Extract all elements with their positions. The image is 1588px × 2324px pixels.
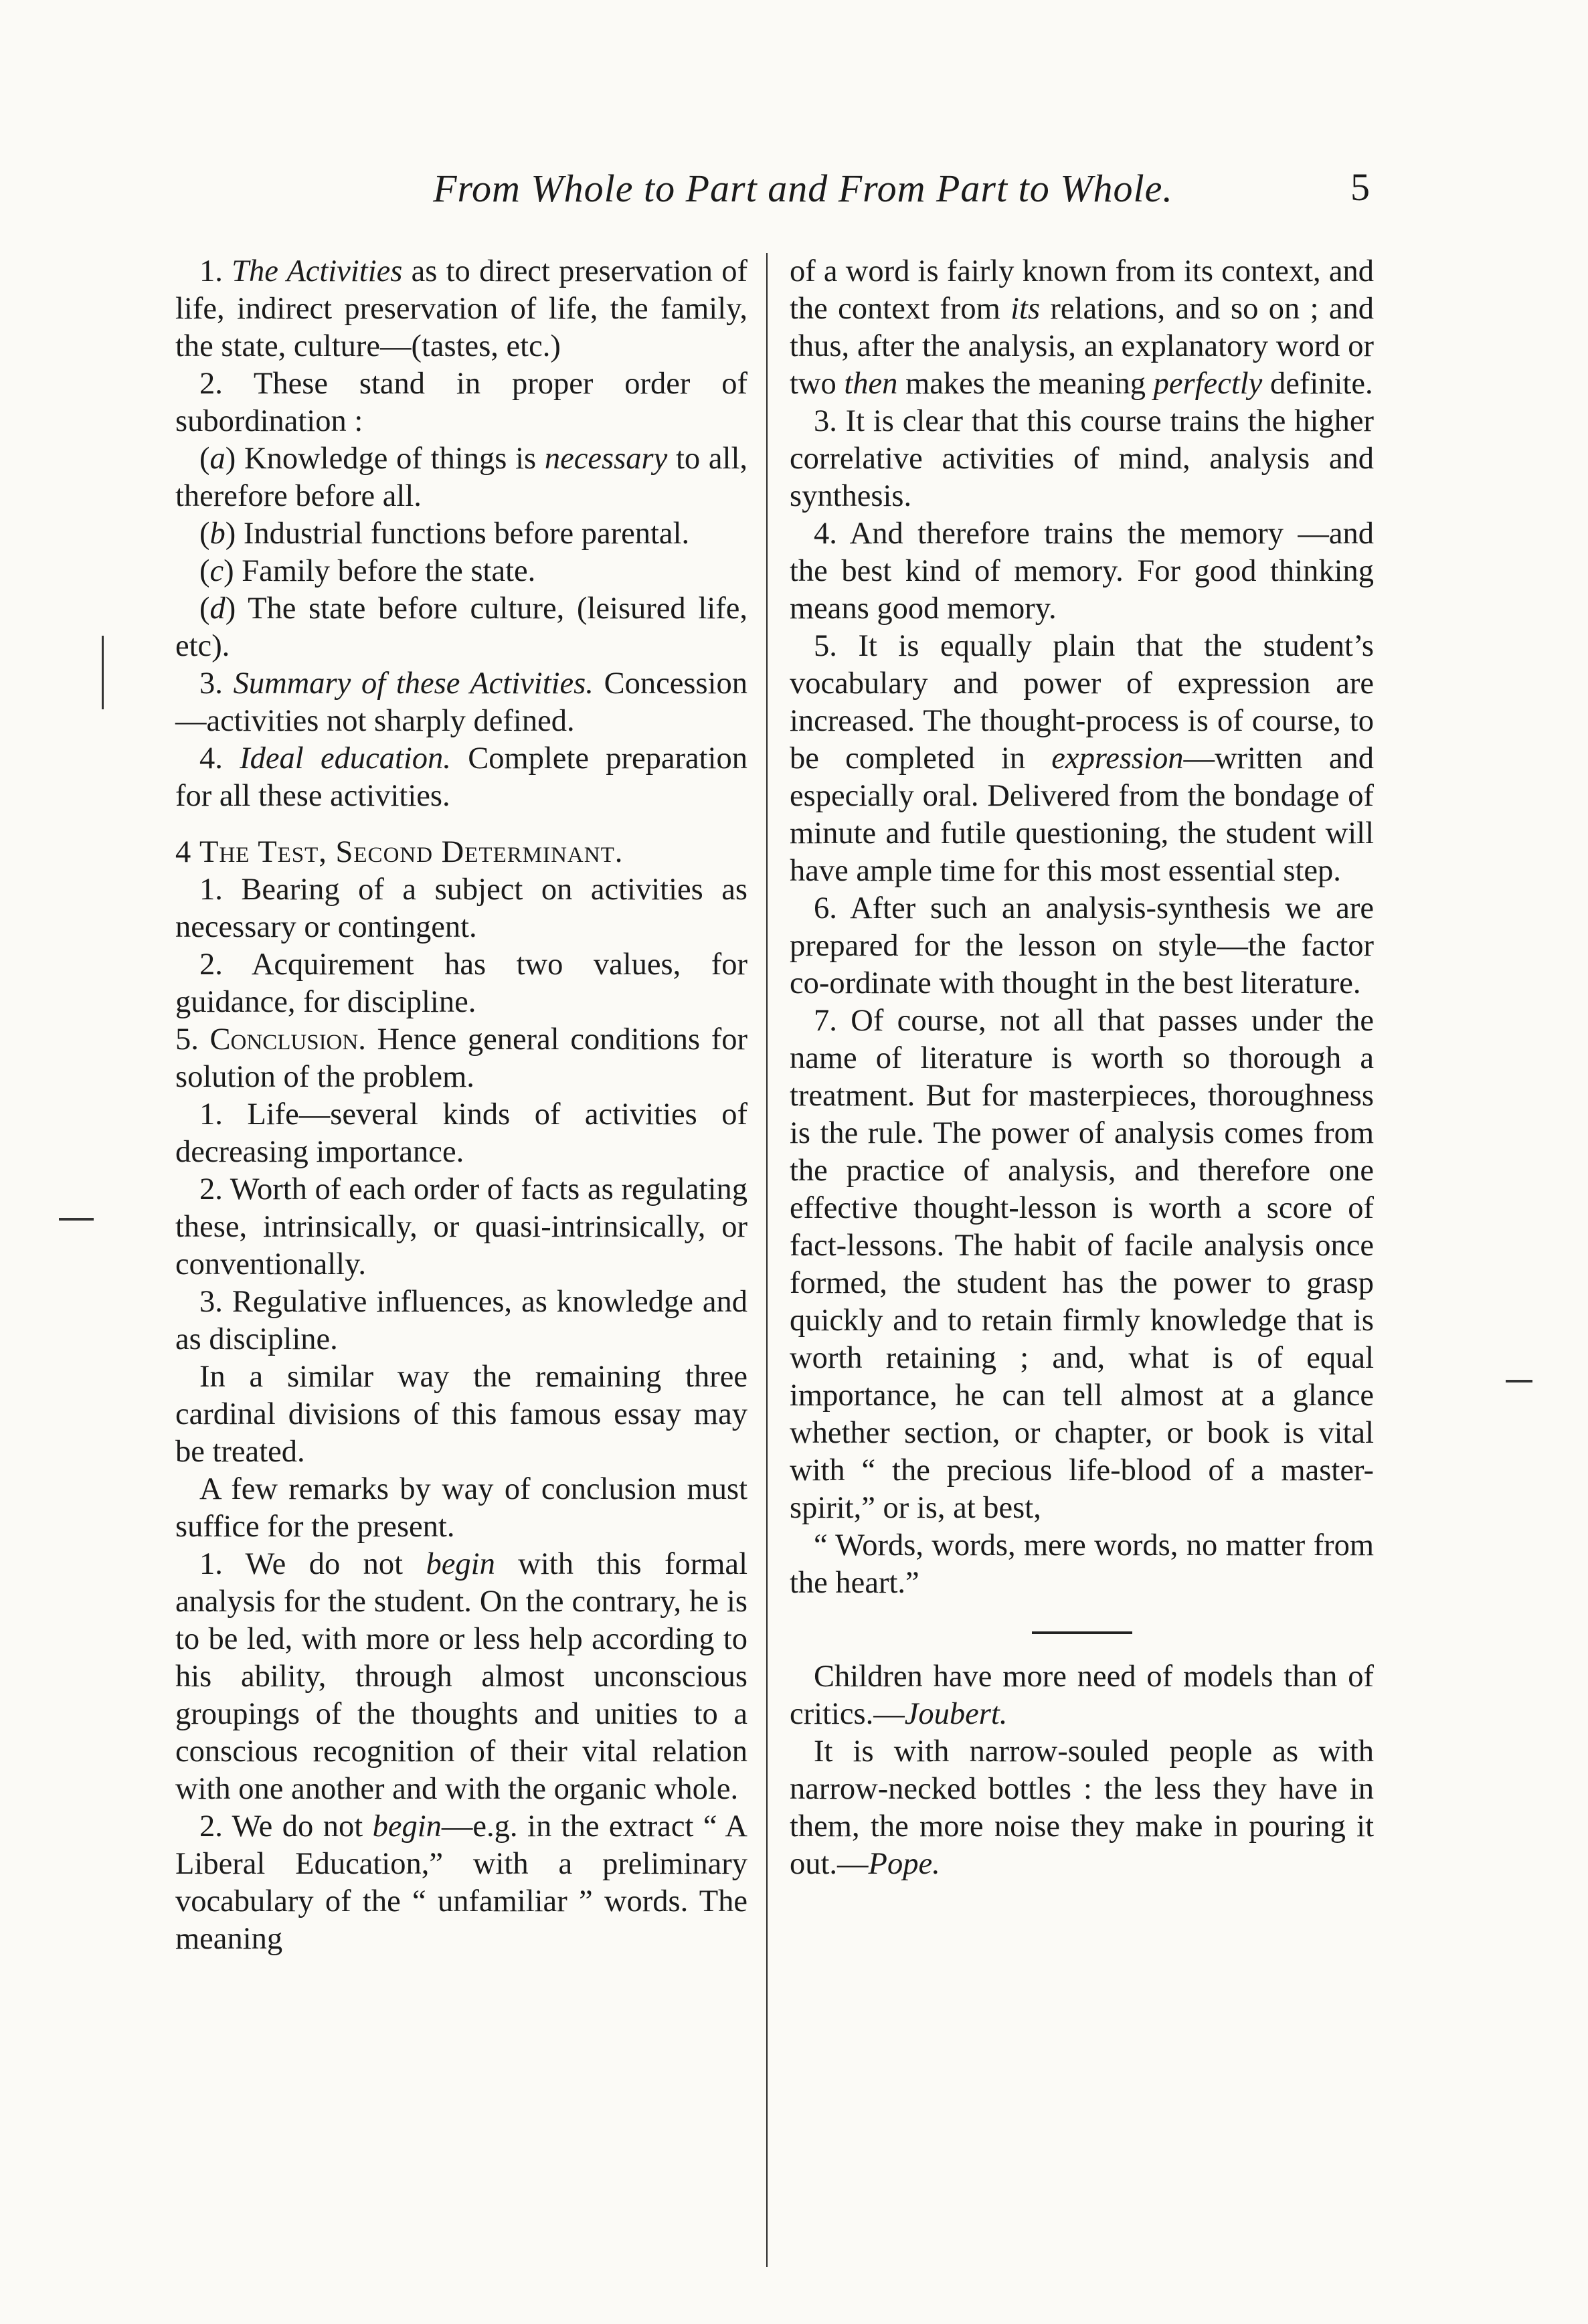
left-column <box>175 253 747 1958</box>
paragraph: Children have more need of models than of critics.—Joubert. <box>790 1660 1374 1731</box>
paragraph: (a) Knowledge of things is necessary to all, therefore before all. <box>175 442 748 513</box>
paragraph: 5. It is equally plain that the student’s vocabulary and power of expression are increased. The thought-process is of course, to be completed in expression—written and especially oral. Delivered from the bondage of minute and futile questioning, the student will have ample time for this most essential step. <box>790 629 1374 888</box>
paragraph: “ Words, words, mere words, no matter from the heart.” <box>790 1528 1374 1600</box>
paragraph: 2. We do not begin—e.g. in the extract “ A Liberal Education,” with a preliminary vocabulary of the “ unfamiliar ” words. The meaning <box>175 1809 747 1956</box>
margin-mark <box>102 636 104 709</box>
section-heading: 4 The Test, Second Determinant. <box>175 835 624 869</box>
column-divider <box>766 253 768 2267</box>
margin-mark <box>59 1218 94 1221</box>
paragraph: 7. Of course, not all that passes under the name of literature is worth so thorough a treatment. But for masterpieces, thoroughness is the rule. The power of analysis comes from the practice of analysis, and therefore one effective thought-lesson is worth a score of fact-lessons. The habit of facile analysis once formed, the student has the power to grasp quickly and to retain firmly knowledge that is worth retaining ; and, what is of equal importance, he can tell almost at a glance whether section, or chapter, or book is vital with “ the precious life-blood of a master-spirit,” or is, at best, <box>790 1004 1374 1525</box>
paragraph: 4. Ideal education. Complete preparation for all these activities. <box>175 741 747 813</box>
running-title: From Whole to Part and From Part to Whole. <box>433 167 1173 210</box>
paragraph: 3. Regulative influences, as knowledge and as discipline. <box>175 1285 747 1356</box>
paragraph: 4. And therefore trains the memory —and the best kind of memory. For good thinking means good memory. <box>790 517 1374 626</box>
paragraph: (b) Industrial functions before parental. <box>199 517 690 551</box>
paragraph: 1. We do not begin with this formal analysis for the student. On the contrary, he is to be led, with more or less help according to his ability, through almost unconscious groupings of the thoughts and unities to a conscious recognition of their vital relation with one another and with the organic whole. <box>175 1547 747 1806</box>
paragraph: 3. Summary of these Activities. Concession—activities not sharply defined. <box>175 666 748 738</box>
paragraph: of a word is fairly known from its context, and the context from its relations, and so on ; and thus, after the analysis, an explanatory word or two then makes the meaning perfectly definite. <box>790 254 1374 401</box>
paragraph: (c) Family before the state. <box>199 554 536 588</box>
paragraph: 1. The Activities as to direct preservation of life, indirect preservation of life, the family, the state, culture—(tastes, etc.) <box>175 254 748 363</box>
paragraph: 3. It is clear that this course trains the higher correlative activities of mind, analysis and synthesis. <box>790 404 1374 513</box>
paragraph: 5. Conclusion. Hence general conditions for solution of the problem. <box>175 1022 747 1094</box>
margin-mark <box>1506 1380 1532 1382</box>
paragraph: 2. Worth of each order of facts as regulating these, intrinsically, or quasi-intrinsically, or conventionally. <box>175 1172 747 1281</box>
paragraph: (d) The state before culture, (leisured life, etc). <box>175 592 747 663</box>
paragraph: In a similar way the remaining three cardinal divisions of this famous essay may be treated. <box>175 1360 747 1469</box>
page-number: 5 <box>1350 165 1370 209</box>
right-column <box>790 253 1374 1883</box>
paragraph: A few remarks by way of conclusion must suffice for the present. <box>175 1472 747 1544</box>
paragraph: 6. After such an analysis-synthesis we are prepared for the lesson on style—the factor co-ordinate with thought in the best literature. <box>790 891 1374 1000</box>
section-rule <box>1032 1631 1132 1634</box>
paragraph: 1. Life—several kinds of activities of decreasing importance. <box>175 1097 747 1169</box>
paragraph: 2. Acquirement has two values, for guidance, for discipline. <box>175 948 747 1019</box>
paragraph: 2. These stand in proper order of subordination : <box>175 367 747 438</box>
paragraph: 1. Bearing of a subject on activities as necessary or contingent. <box>175 873 747 944</box>
paragraph: It is with narrow-souled people as with narrow-necked bottles : the less they have in them, the more noise they make in pouring it out.—Pope. <box>790 1734 1374 1881</box>
